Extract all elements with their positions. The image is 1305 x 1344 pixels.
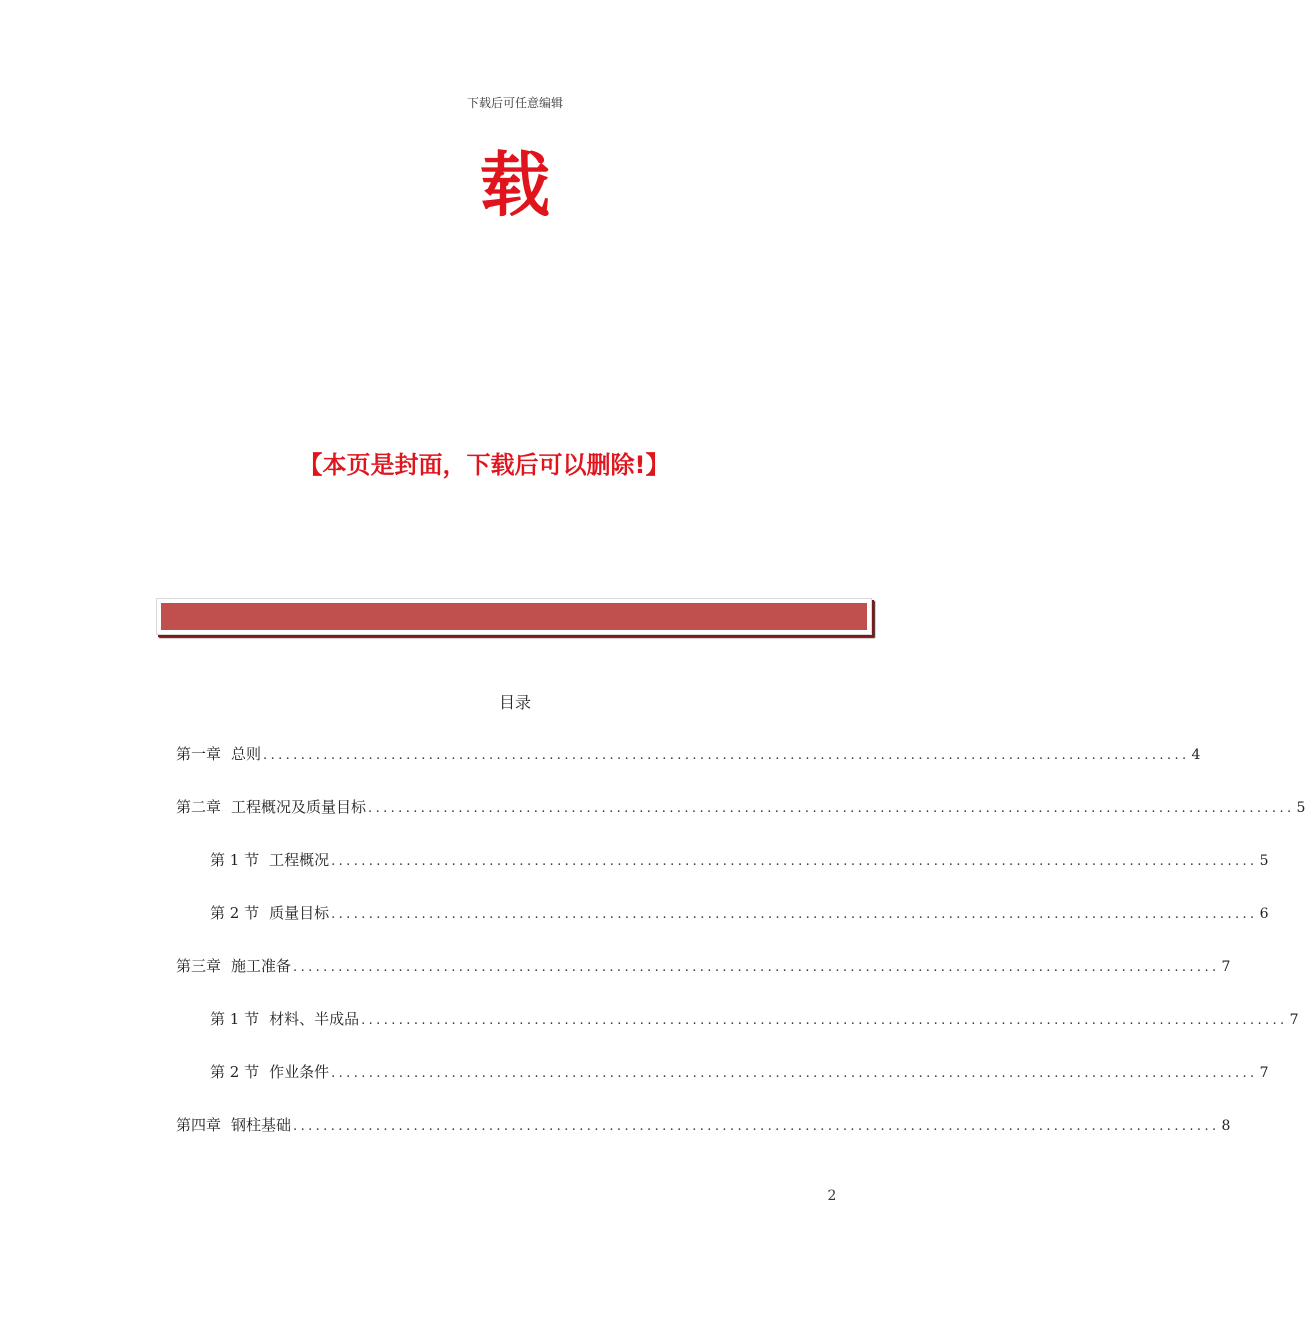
cover-notice: 【本页是封面，下载后可以删除!】 (298, 451, 670, 479)
page-number: 2 (827, 1188, 837, 1204)
toc-leader-dots: ........................................................................................................................... (331, 907, 1258, 922)
toc-entry-page: 4 (1191, 747, 1201, 763)
header-note: 下载后可任意编辑 (466, 96, 563, 110)
toc-entry-label (210, 846, 329, 874)
toc-entry-page: 6 (1259, 906, 1269, 922)
toc-entry-page: 8 (1221, 1118, 1231, 1134)
toc-entry[interactable] (176, 952, 1231, 980)
cover-title-char: 载 (480, 143, 550, 226)
toc-leader-dots: ........................................................................................................................... (263, 748, 1190, 763)
toc-entry-number: 第 1 节 (210, 1010, 260, 1028)
toc-leader-dots: ........................................................................................................................... (368, 801, 1295, 816)
toc-title: 目录 (498, 693, 531, 712)
toc-leader-dots: ........................................................................................................................... (331, 854, 1258, 869)
toc-entry-title: 质量目标 (269, 904, 330, 922)
toc-leader-dots: ........................................................................................................................... (293, 960, 1220, 975)
toc-entry-number: 第四章 (176, 1116, 222, 1134)
banner-fill (161, 603, 867, 630)
toc-leader-dots: ........................................................................................................................... (293, 1119, 1220, 1134)
toc-entry-number: 第 2 节 (210, 1063, 260, 1081)
toc-entry[interactable] (176, 740, 1201, 768)
toc-entry-title: 作业条件 (269, 1063, 330, 1081)
decorative-banner (156, 598, 872, 635)
toc-entry-title: 工程概况 (269, 851, 330, 869)
toc-entry-label (210, 1005, 359, 1033)
toc-entry-title: 材料、半成品 (269, 1010, 360, 1028)
toc-entry-label (210, 1058, 329, 1086)
toc-entry-page: 5 (1259, 853, 1269, 869)
toc-leader-dots: ........................................................................................................................... (361, 1013, 1288, 1028)
toc-entry-title: 钢柱基础 (231, 1116, 292, 1134)
toc-entry-title: 工程概况及质量目标 (231, 798, 367, 816)
toc-entry-number: 第 1 节 (210, 851, 260, 869)
toc-entry-title: 总则 (231, 745, 262, 763)
toc-entry-number: 第三章 (176, 957, 222, 975)
toc-leader-dots: ........................................................................................................................... (331, 1066, 1258, 1081)
toc-entry[interactable] (210, 1058, 1269, 1086)
toc-entry-label (176, 1111, 291, 1139)
toc-entry-label (210, 899, 329, 927)
toc-entry-number: 第一章 (176, 745, 222, 763)
toc-entry[interactable] (176, 1111, 1231, 1139)
toc-entry-number: 第二章 (176, 798, 222, 816)
toc-entry[interactable] (210, 899, 1269, 927)
toc-entry-page: 5 (1296, 800, 1305, 816)
toc-entry-title: 施工准备 (231, 957, 292, 975)
toc-entry[interactable] (210, 1005, 1299, 1033)
toc-entry[interactable] (210, 846, 1269, 874)
toc-entry-page: 7 (1221, 959, 1231, 975)
toc-entry[interactable] (176, 793, 1305, 821)
toc-entry-number: 第 2 节 (210, 904, 260, 922)
toc-entry-page: 7 (1289, 1012, 1299, 1028)
toc-entry-page: 7 (1259, 1065, 1269, 1081)
toc-entry-label (176, 952, 291, 980)
toc-entry-label (176, 740, 261, 768)
toc-entry-label (176, 793, 366, 821)
